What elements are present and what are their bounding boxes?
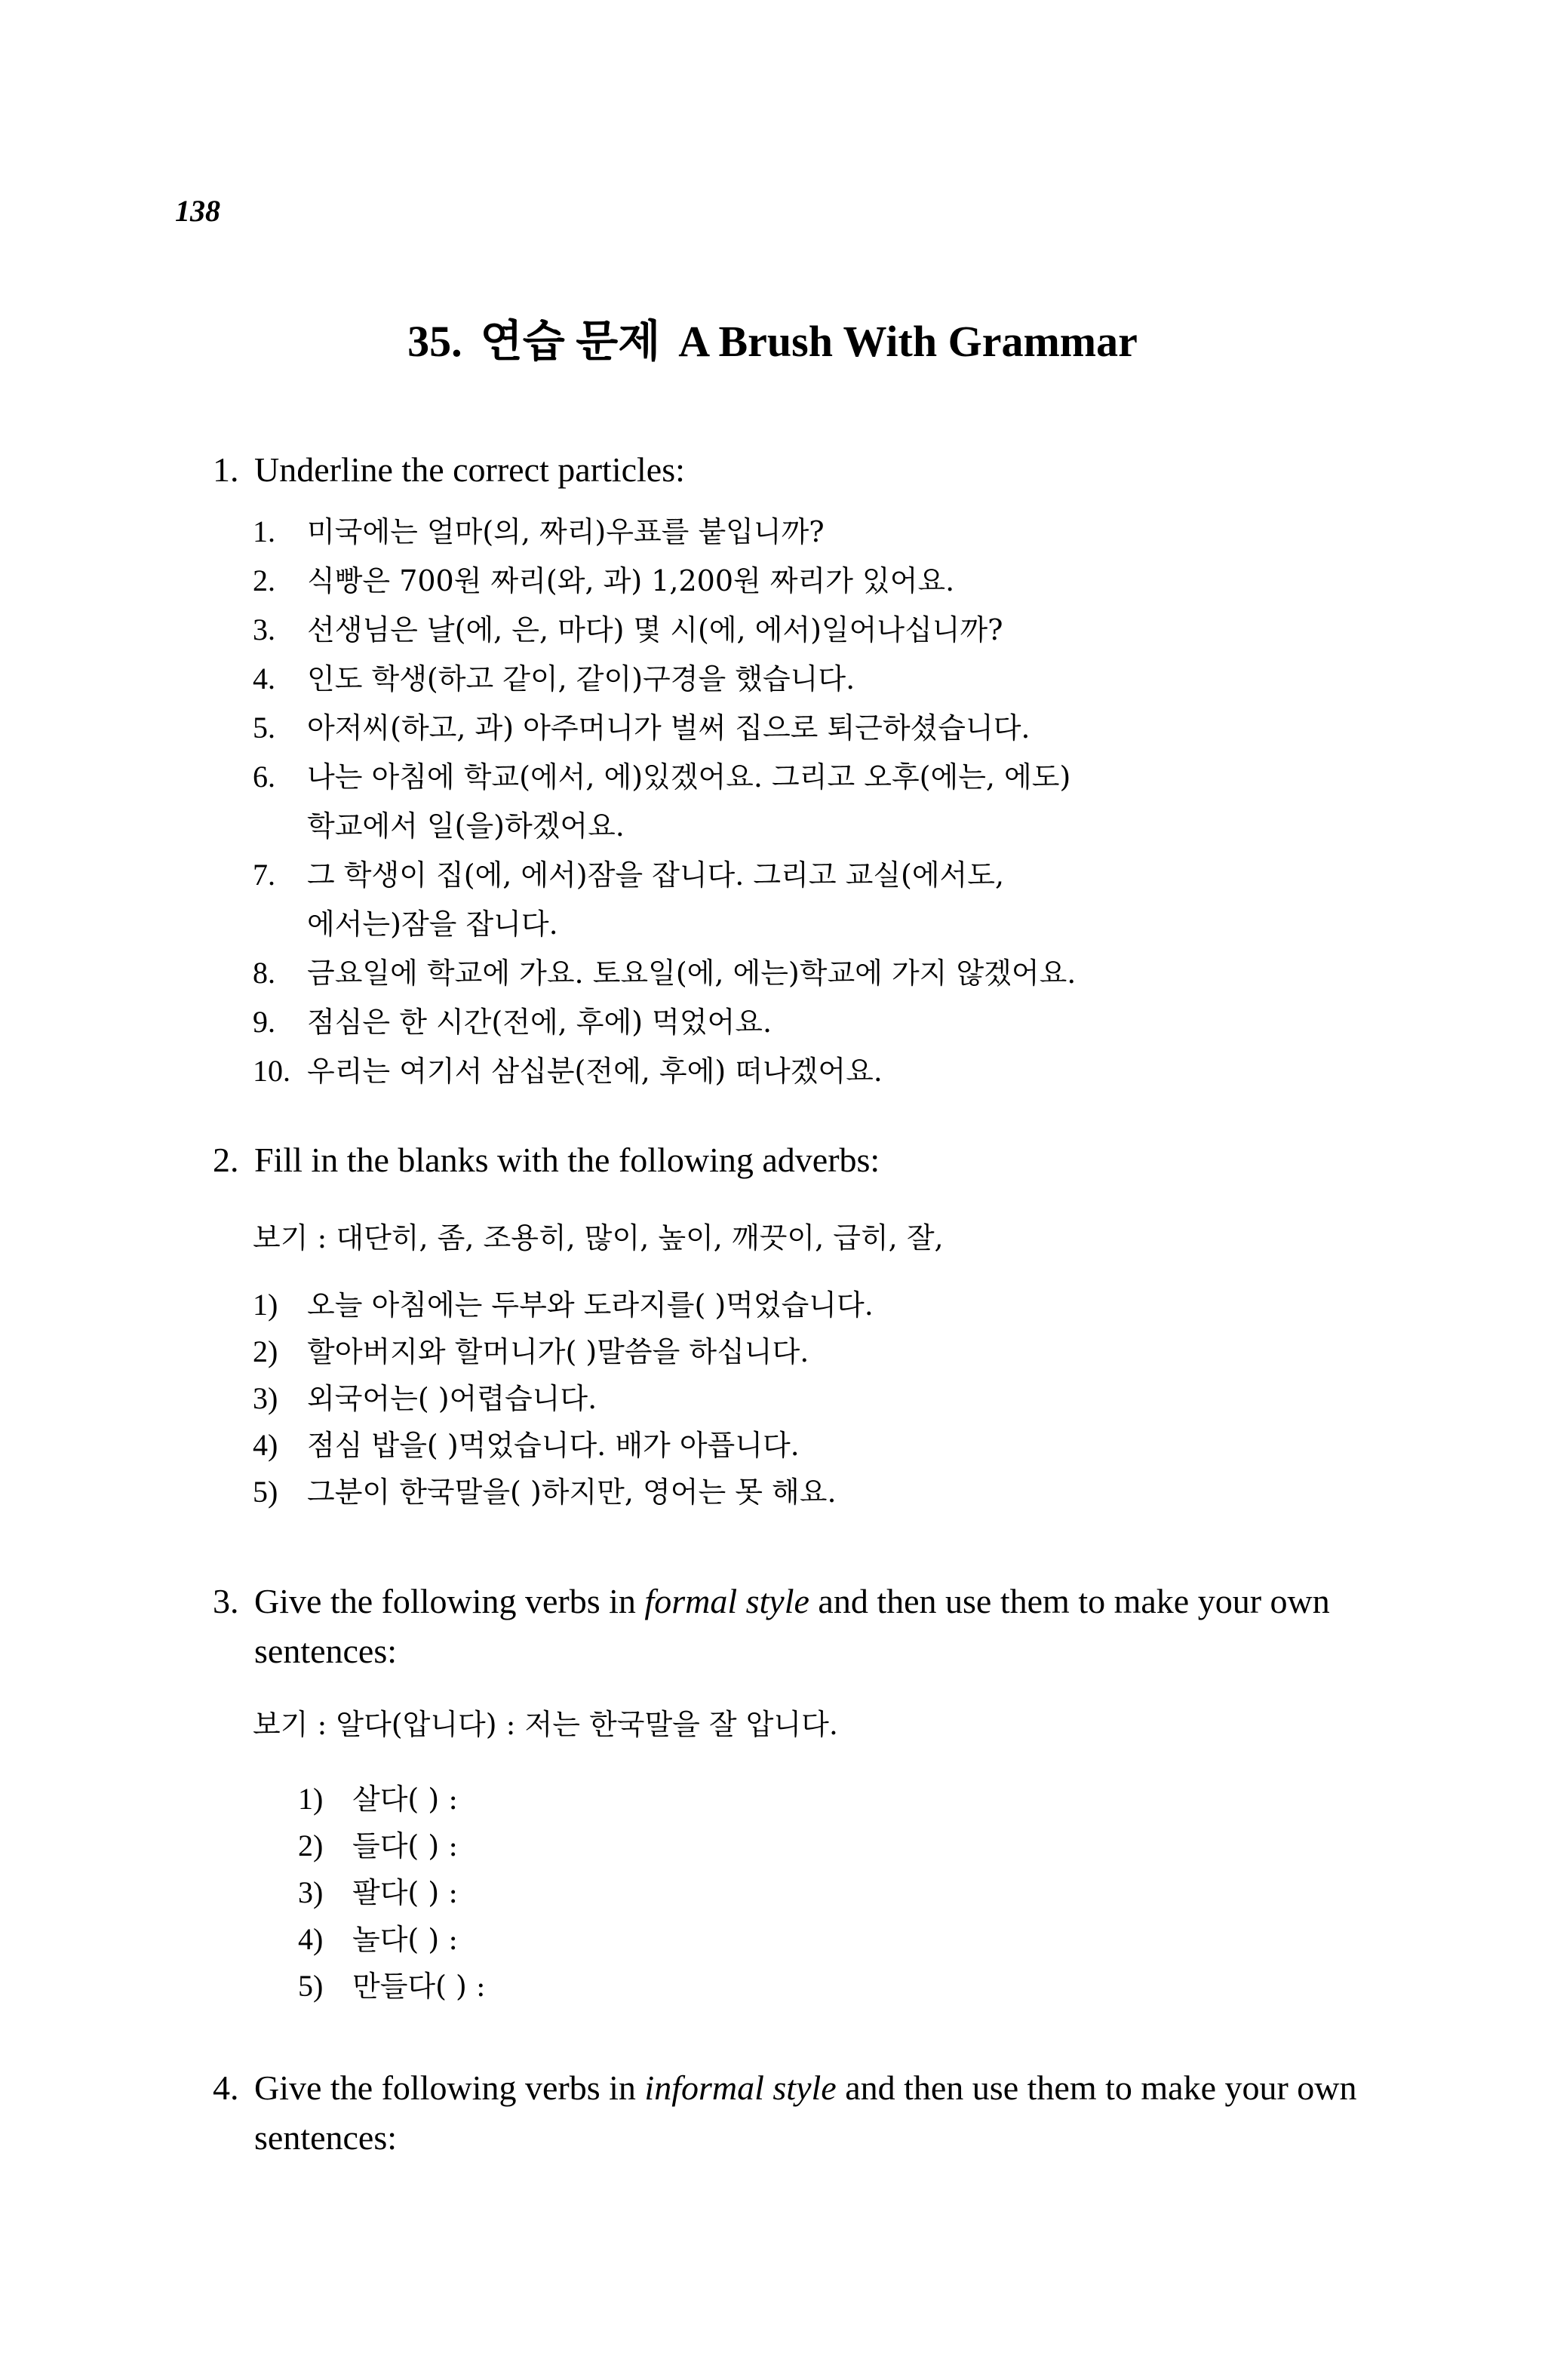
title-number: 35. [407,317,462,366]
page-number: 138 [175,194,220,228]
list-item: 2) 들다( ) : [298,1829,459,1863]
list-item: 4) 놀다( ) : [298,1922,459,1956]
section-1-heading [213,445,1446,495]
list-item: 1) 오늘 아침에는 두부와 도라지를( )먹었습니다. [253,1288,874,1322]
section-4-heading [213,2063,1446,2163]
list-item: 1) 살다( ) : [298,1782,459,1816]
list-item: 4. 인도 학생(하고 같이, 같이)구경을 했습니다. [253,662,855,696]
section-number: 2. [213,1141,239,1179]
list-item: 5. 아저씨(하고, 과) 아주머니가 벌써 집으로 퇴근하셨습니다. [253,711,1031,745]
section-3-heading [213,1577,1446,1676]
list-item: 2) 할아버지와 할머니가( )말씀을 하십니다. [253,1334,809,1368]
section-instruction: Give the following verbs in informal style and then use them to make your own sentences: [254,2068,1357,2157]
emphasis: informal style [644,2068,837,2107]
page-title [0,306,1545,369]
list-item: 4) 점심 밥을( )먹었습니다. 배가 아픕니다. [253,1428,800,1462]
list-item: 2. 식빵은 700원 짜리(와, 과) 1,200원 짜리가 있어요. [253,564,955,597]
list-item: 5) 만들다( ) : [298,1969,486,2003]
example-word-bank: 보기 : 대단히, 좀, 조용히, 많이, 높이, 깨끗이, 급히, 잘, [253,1221,944,1254]
list-item: 3) 팔다( ) : [298,1875,459,1909]
list-item: 에서는)잠을 잡니다. [307,907,558,941]
section-2-list [253,1282,874,1516]
section-number: 1. [213,450,239,489]
example-sentence: 보기 : 알다(압니다) : 저는 한국말을 잘 압니다. [253,1708,838,1741]
section-instruction: Underline the correct particles: [254,450,685,489]
section-3-list [298,1777,486,2010]
section-1-list [253,509,1076,1098]
list-item: 7. 그 학생이 집(에, 에서)잠을 잡니다. 그리고 교실(에서도, [253,858,1005,892]
section-number: 4. [213,2068,239,2107]
list-item: 9. 점심은 한 시간(전에, 후에) 먹었어요. [253,1005,772,1039]
list-item: 3) 외국어는( )어렵습니다. [253,1381,597,1415]
section-2-heading [213,1135,1446,1185]
section-instruction: Give the following verbs in formal style and then use them to make your own sentences: [254,1582,1330,1670]
list-item: 8. 금요일에 학교에 가요. 토요일(에, 에는)학교에 가지 않겠어요. [253,956,1077,990]
title-english: A Brush With Grammar [678,317,1138,366]
list-item: 학교에서 일(을)하겠어요. [307,809,625,843]
list-item: 10. 우리는 여기서 삼십분(전에, 후에) 떠나겠어요. [253,1054,883,1088]
list-item: 1. 미국에는 얼마(의, 짜리)우표를 붙입니까? [253,514,825,548]
section-instruction: Fill in the blanks with the following adverbs: [254,1141,880,1179]
list-item: 3. 선생님은 날(에, 은, 마다) 몇 시(에, 에서)일어나십니까? [253,613,1003,646]
emphasis: formal style [644,1582,809,1620]
title-korean: 연습 문제 [480,317,661,366]
section-number: 3. [213,1582,239,1620]
list-item: 5) 그분이 한국말을( )하지만, 영어는 못 해요. [253,1475,837,1509]
list-item: 6. 나는 아침에 학교(에서, 에)있겠어요. 그리고 오후(에는, 에도) [253,760,1071,794]
